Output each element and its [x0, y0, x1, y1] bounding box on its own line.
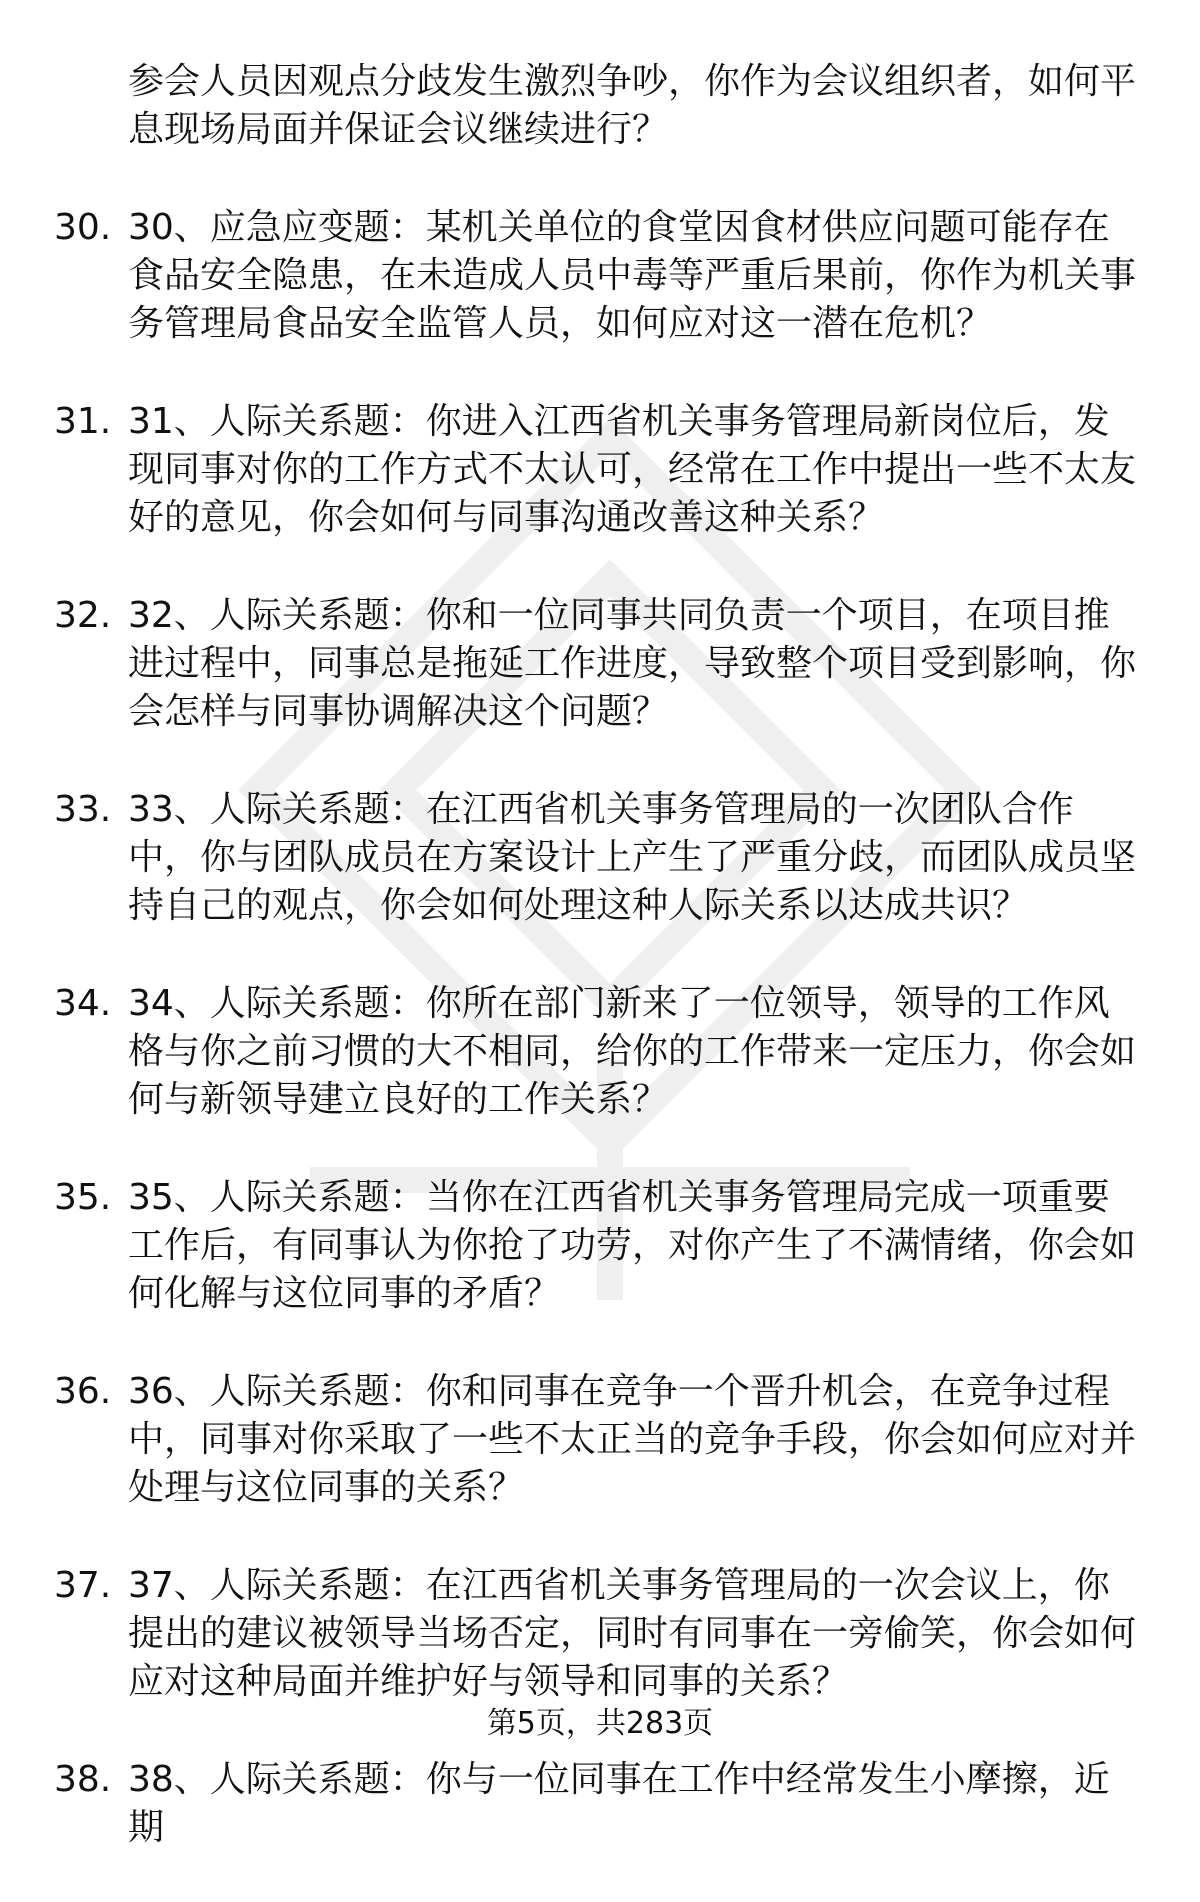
question-number: 30.	[54, 207, 112, 248]
question-item	[0, 204, 1138, 348]
question-text: 33、人际关系题：在江西省机关事务管理局的一次团队合作中，你与团队成员在方案设计上产生了严重分歧，而团队成员坚持自己的观点，你会如何处理这种人际关系以达成共识？	[128, 789, 1137, 926]
page-footer: 第5页，共283页	[486, 1706, 714, 1741]
question-list	[0, 204, 1200, 1902]
question-number: 36.	[54, 1371, 112, 1412]
question-item	[0, 398, 1138, 542]
question-item	[0, 592, 1138, 736]
carry-over-text: 参会人员因观点分歧发生激烈争吵，你作为会议组织者，如何平息现场局面并保证会议继续进行？	[128, 61, 1137, 150]
question-number: 33.	[54, 789, 112, 830]
question-number: 31.	[54, 401, 112, 442]
question-item	[0, 1368, 1138, 1512]
question-text: 36、人际关系题：你和同事在竞争一个晋升机会，在竞争过程中，同事对你采取了一些不太正当的竞争手段，你会如何应对并处理与这位同事的关系？	[128, 1371, 1137, 1508]
question-item	[0, 786, 1138, 930]
question-number: 37.	[54, 1565, 112, 1606]
question-text: 37、人际关系题：在江西省机关事务管理局的一次会议上，你提出的建议被领导当场否定，同时有同事在一旁偷笑，你会如何应对这种局面并维护好与领导和同事的关系？	[128, 1565, 1137, 1702]
question-item	[0, 1174, 1138, 1318]
question-text: 30、应急应变题：某机关单位的食堂因食材供应问题可能存在食品安全隐患，在未造成人员中毒等严重后果前，你作为机关事务管理局食品安全监管人员，如何应对这一潜在危机？	[128, 207, 1137, 344]
question-text: 38、人际关系题：你与一位同事在工作中经常发生小摩擦，近期	[128, 1759, 1110, 1848]
question-text: 34、人际关系题：你所在部门新来了一位领导，领导的工作风格与你之前习惯的大不相同，给你的工作带来一定压力，你会如何与新领导建立良好的工作关系？	[128, 983, 1137, 1120]
question-text: 32、人际关系题：你和一位同事共同负责一个项目，在项目推进过程中，同事总是拖延工作进度，导致整个项目受到影响，你会怎样与同事协调解决这个问题？	[128, 595, 1137, 732]
question-item	[0, 980, 1138, 1124]
question-number: 34.	[54, 983, 112, 1024]
question-item	[0, 1562, 1138, 1706]
question-number: 35.	[54, 1177, 112, 1218]
question-number: 32.	[54, 595, 112, 636]
question-number: 38.	[54, 1759, 112, 1800]
question-text: 31、人际关系题：你进入江西省机关事务管理局新岗位后，发现同事对你的工作方式不太认可，经常在工作中提出一些不太友好的意见，你会如何与同事沟通改善这种关系？	[128, 401, 1137, 538]
question-text: 35、人际关系题：当你在江西省机关事务管理局完成一项重要工作后，有同事认为你抢了功劳，对你产生了不满情绪，你会如何化解与这位同事的矛盾？	[128, 1177, 1137, 1314]
question-item	[0, 1756, 1138, 1852]
